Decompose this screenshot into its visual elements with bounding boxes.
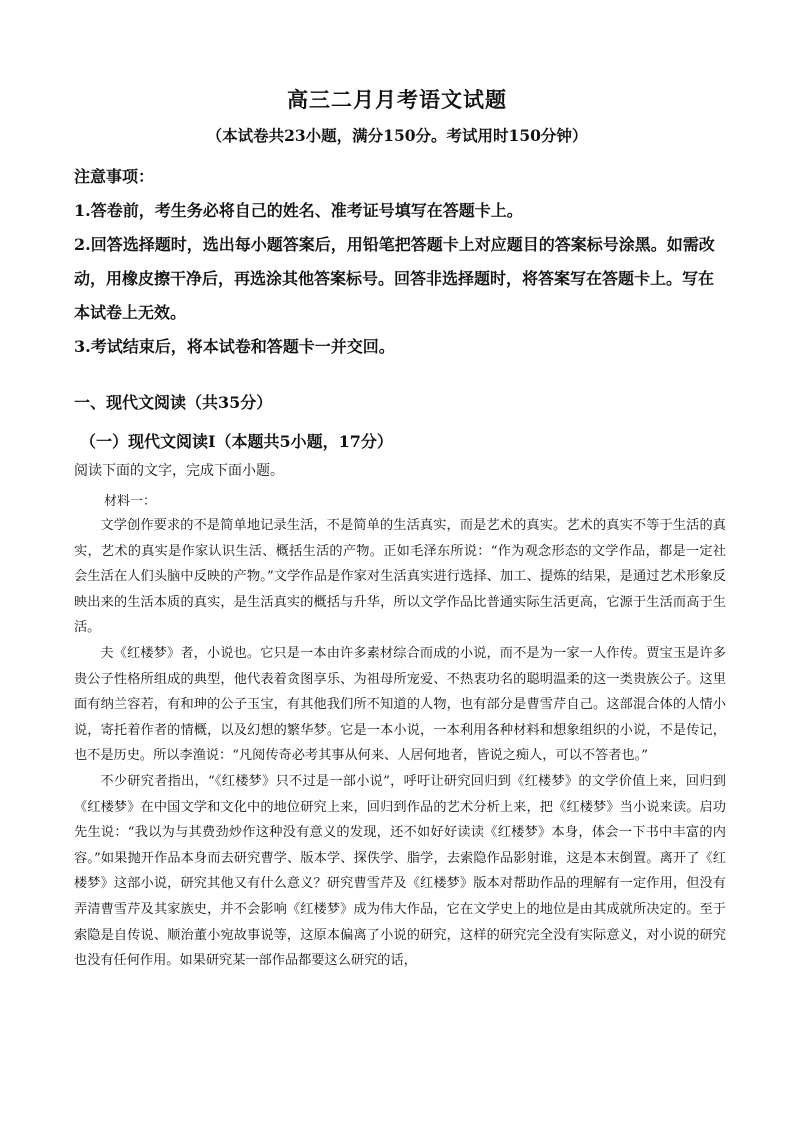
passage-paragraph: 夫《红楼梦》者，小说也。它只是一本由许多素材综合而成的小说，而不是为一家一人作传。贾宝玉是许多贵公子性格所组成的典型，他代表着贪图享乐、为祖母所宠爱、不热衷功名的聪明温柔的这一类贵族公子。这里面有纳兰容若，有和珅的公子玉宝，有其他我们所不知道的人物，也有部分是曹雪芹自己。这部混合体的人情小说，寄托着作者的情概，以及幻想的繁华梦。它是一本小说，一本利用各种材料和想象组织的小说，不是传记，也不是历史。所以李渔说：“凡阅传奇必考其事从何来、人居何地者，皆说之痴人，可以不答者也。” bbox=[74, 645, 726, 764]
instruction-item: 2.回答选择题时，选出每小题答案后，用铅笔把答题卡上对应题目的答案标号涂黑。如需改动，用橡皮擦干净后，再选涂其他答案标号。回答非选择题时，将答案写在答题卡上。写在本试卷上无效。 bbox=[74, 235, 715, 322]
page-subtitle: （本试卷共23小题，满分150分。考试用时150分钟） bbox=[206, 126, 588, 145]
instruction-item: 3.考试结束后，将本试卷和答题卡一并交回。 bbox=[74, 337, 395, 356]
instruction-item: 1.答卷前，考生务必将自己的姓名、准考证号填写在答题卡上。 bbox=[74, 201, 523, 220]
instructions bbox=[74, 160, 726, 364]
section-heading: 一、现代文阅读（共35分） bbox=[74, 393, 273, 412]
passage-paragraph: 不少研究者指出，“《红楼梦》只不过是一部小说”，呼吁让研究回归到《红楼梦》的文学价值上来，回归到《红楼梦》在中国文学和文化中的地位研究上来，回归到作品的艺术分析上来，把《红楼梦》当小说来读。启功先生说：“我以为与其费劲炒作这种没有意义的发现，还不如好好读读《红楼梦》本身，体会一下书中丰富的内容。”如果抛开作品本身而去研究曹学、版本学、探佚学、脂学，去索隐作品影射谁，这是本末倒置。离开了《红楼梦》这部小说，研究其他又有什么意义？研究曹雪芹及《红楼梦》版本对帮助作品的理解有一定作用，但没有弄清曹雪芹及其家族史，并不会影响《红楼梦》成为伟大作品，它在文学史上的地位是由其成就所决定的。至于索隐是自传说、顺治董小宛故事说等，这原本偏离了小说的研究，这样的研究完全没有实际意义，对小说的研究也没有任何作用。如果研究某一部作品都要这么研究的话， bbox=[74, 773, 726, 969]
material-label: 材料一： bbox=[104, 494, 157, 509]
passage-paragraph: 文学创作要求的不是简单地记录生活，不是简单的生活真实，而是艺术的真实。艺术的真实不等于生活的真实，艺术的真实是作家认识生活、概括生活的产物。正如毛泽东所说：“作为观念形态的文学作品，都是一定社会生活在人们头脑中反映的产物。”文学作品是作家对生活真实进行选择、加工、提炼的结果，是通过艺术形象反映出来的生活本质的真实，是生活真实的概括与升华，所以文学作品比普通实际生活更高，它源于生活而高于生活。 bbox=[74, 518, 726, 636]
reading-instruction: 阅读下面的文字，完成下面小题。 bbox=[74, 463, 284, 479]
subsection-heading: （一）现代文阅读Ⅰ（本题共5小题，17分） bbox=[80, 432, 393, 451]
page-title: 高三二月月考语文试题 bbox=[287, 87, 507, 112]
passage bbox=[74, 513, 726, 974]
instructions-heading: 注意事项： bbox=[74, 167, 155, 186]
